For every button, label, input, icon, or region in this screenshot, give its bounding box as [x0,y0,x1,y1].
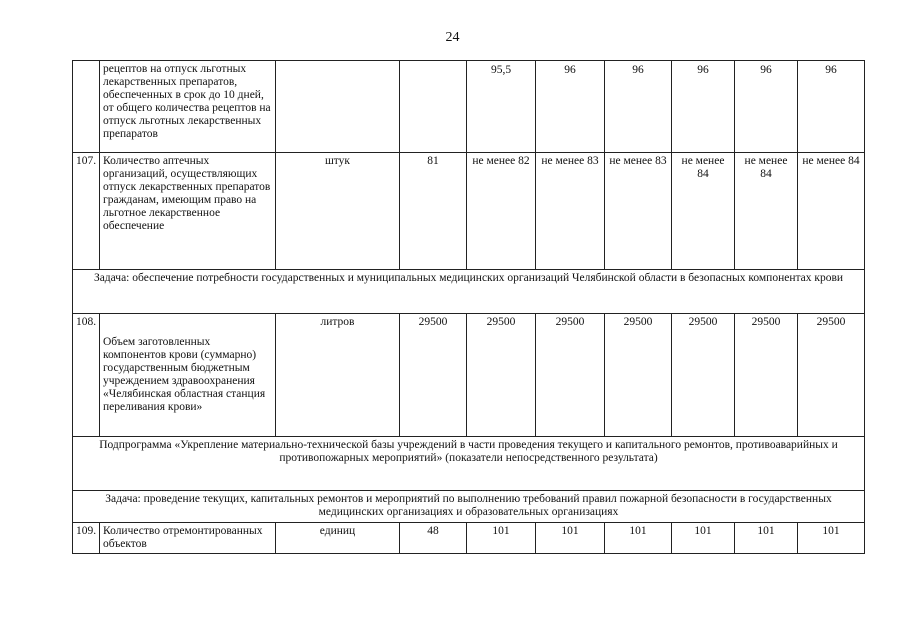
value-cell: 29500 [735,314,798,437]
subprogram-row [73,437,865,491]
base-value: 29500 [400,314,467,437]
value-cell: 101 [605,523,672,554]
row-number: 109. [73,523,100,554]
table-row [73,314,865,437]
indicator-name: Объем заготовленных компонентов крови (суммарно) государственным бюджетным учреждением здравоохранения «Челябинская областная станция переливания крови» [100,314,276,437]
unit-cell [276,61,400,153]
base-value: 48 [400,523,467,554]
task-heading: Задача: проведение текущих, капитальных ремонтов и мероприятий по выполнению требований правил пожарной безопасности в государственных медицинских организациях и образовательных организациях [73,491,865,523]
indicator-name: Количество аптечных организаций, осуществляющих отпуск лекарственных препаратов гражданам, имеющим право на льготное лекарственное обеспечение [100,153,276,270]
value-cell: не менее 83 [536,153,605,270]
row-number [73,61,100,153]
value-cell: 101 [735,523,798,554]
value-cell: не менее 84 [672,153,735,270]
value-cell: 96 [798,61,865,153]
indicator-table [72,60,865,554]
value-cell: не менее 83 [605,153,672,270]
unit-cell: штук [276,153,400,270]
value-cell: 29500 [605,314,672,437]
value-cell: 101 [467,523,536,554]
base-value [400,61,467,153]
base-value: 81 [400,153,467,270]
subprogram-heading: Подпрограмма «Укрепление материально-технической базы учреждений в части проведения текущего и капитального ремонтов, противоаварийных и противопожарных мероприятий» (показатели непосредственного результата) [73,437,865,491]
indicator-name: рецептов на отпуск льготных лекарственных препаратов, обеспеченных в срок до 10 дней, от общего количества рецептов на отпуск льготных лекарственных препаратов [100,61,276,153]
value-cell: 29500 [536,314,605,437]
value-cell: 96 [672,61,735,153]
value-cell: 29500 [672,314,735,437]
task-row [73,270,865,314]
table-row [73,61,865,153]
value-cell: 101 [536,523,605,554]
value-cell: 101 [672,523,735,554]
unit-cell: единиц [276,523,400,554]
value-cell: 29500 [467,314,536,437]
table-row [73,153,865,270]
value-cell: 96 [536,61,605,153]
value-cell: 96 [735,61,798,153]
value-cell: 95,5 [467,61,536,153]
row-number: 107. [73,153,100,270]
value-cell: 29500 [798,314,865,437]
value-cell: 101 [798,523,865,554]
value-cell: не менее 84 [735,153,798,270]
task-row [73,491,865,523]
task-heading: Задача: обеспечение потребности государственных и муниципальных медицинских организаций Челябинской области в безопасных компонентах крови [73,270,865,314]
table-row [73,523,865,554]
page-number: 24 [445,30,460,45]
unit-cell: литров [276,314,400,437]
value-cell: не менее 82 [467,153,536,270]
row-number: 108. [73,314,100,437]
value-cell: не менее 84 [798,153,865,270]
value-cell: 96 [605,61,672,153]
indicator-name: Количество отремонтированных объектов [100,523,276,554]
